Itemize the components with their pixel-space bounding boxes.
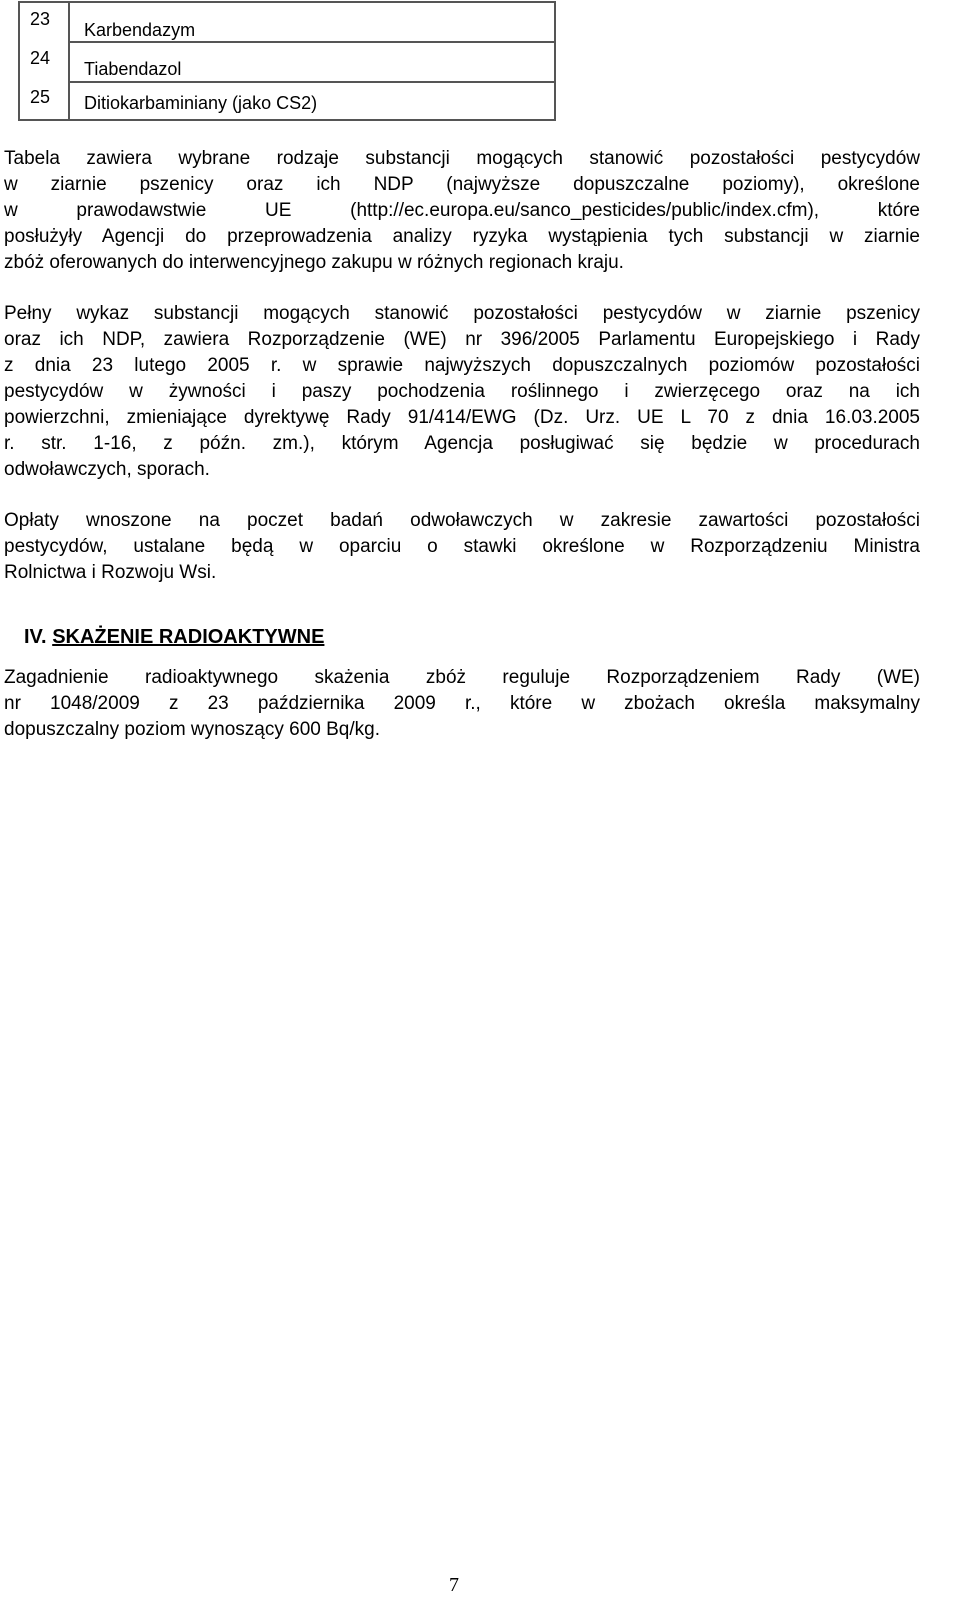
table-row-number: 24 <box>30 48 51 68</box>
table-row-substance: Ditiokarbaminiany (jako CS2) <box>84 93 318 113</box>
substance-table <box>18 1 556 121</box>
text-line: Tabela zawiera wybrane rodzaje substancji mogących stanowić pozostałości pestycydów <box>4 148 920 169</box>
table-column-divider <box>68 3 70 119</box>
text-line: odwoławczych, sporach. <box>4 459 210 480</box>
text-line: Rolnictwa i Rozwoju Wsi. <box>4 562 217 583</box>
text-line: pestycydów, ustalane będą w oparciu o stawki określone w Rozporządzeniu Ministra <box>4 536 920 557</box>
paragraph-full-list <box>4 301 920 483</box>
table-row-divider <box>68 41 554 43</box>
text-line: w ziarnie pszenicy oraz ich NDP (najwyższe dopuszczalne poziomy), określone <box>4 174 920 195</box>
section-heading <box>24 626 324 649</box>
text-line: r. str. 1-16, z późn. zm.), którym Agencja posługiwać się będzie w procedurach <box>4 433 920 454</box>
table-row-substance: Tiabendazol <box>84 59 182 79</box>
table-row-number: 25 <box>30 87 51 107</box>
text-line: dopuszczalny poziom wynoszący 600 Bq/kg. <box>4 719 380 740</box>
paragraph-table-description <box>4 146 920 276</box>
section-number: IV. <box>24 626 47 648</box>
section-title: SKAŻENIE RADIOAKTYWNE <box>52 626 325 648</box>
text-line: Opłaty wnoszone na poczet badań odwoławczych w zakresie zawartości pozostałości <box>4 510 920 531</box>
text-line: posłużyły Agencji do przeprowadzenia analizy ryzyka wystąpienia tych substancji w ziarnie <box>4 226 920 247</box>
text-line: z dnia 23 lutego 2005 r. w sprawie najwyższych dopuszczalnych poziomów pozostałości <box>4 355 920 376</box>
text-line: zbóż oferowanych do interwencyjnego zakupu w różnych regionach kraju. <box>4 252 624 273</box>
text-line: Zagadnienie radioaktywnego skażenia zbóż reguluje Rozporządzeniem Rady (WE) <box>4 667 920 688</box>
text-line: oraz ich NDP, zawiera Rozporządzenie (WE) nr 396/2005 Parlamentu Europejskiego i Rady <box>4 329 920 350</box>
text-line: pestycydów w żywności i paszy pochodzenia roślinnego i zwierzęcego oraz na ich <box>4 381 920 402</box>
text-line: powierzchni, zmieniające dyrektywę Rady 91/414/EWG (Dz. Urz. UE L 70 z dnia 16.03.2005 <box>4 407 920 428</box>
table-row-number: 23 <box>30 9 51 29</box>
table-row-divider <box>68 81 554 83</box>
table-row-substance: Karbendazym <box>84 20 196 40</box>
text-line: Pełny wykaz substancji mogących stanowić pozostałości pestycydów w ziarnie pszenicy <box>4 303 920 324</box>
page-number: 7 <box>449 1574 459 1596</box>
text-line: w prawodawstwie UE (http://ec.europa.eu/sanco_pesticides/public/index.cfm), które <box>4 200 920 221</box>
paragraph-radioactive <box>4 665 920 743</box>
paragraph-fees <box>4 508 920 586</box>
text-line: nr 1048/2009 z 23 października 2009 r., które w zbożach określa maksymalny <box>4 693 920 714</box>
